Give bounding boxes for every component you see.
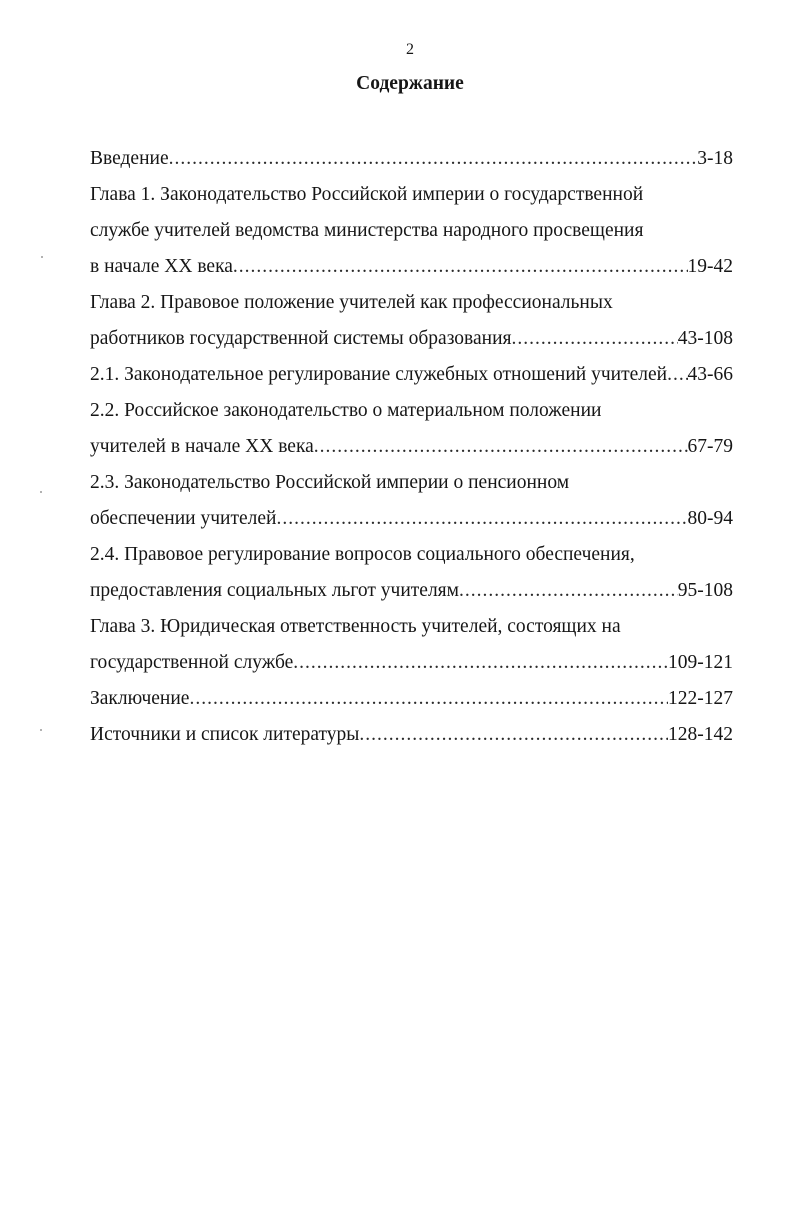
dot-leader (667, 357, 687, 393)
toc-entry-line (90, 717, 733, 753)
toc-entry-title: 2.4. Правовое регулирование вопросов социального обеспечения, (90, 544, 635, 565)
toc-entry-line (90, 681, 733, 717)
dot-leader (169, 141, 698, 177)
toc-title: Содержание (356, 73, 464, 94)
dot-leader (276, 501, 687, 537)
table-of-contents (90, 141, 733, 753)
toc-page-range: 19-42 (687, 256, 733, 277)
toc-entry-chapter-1 (90, 177, 733, 285)
scan-speck (41, 256, 43, 258)
dot-leader (314, 429, 688, 465)
toc-page-range: 43-108 (677, 328, 733, 349)
toc-page-range: 43-66 (687, 364, 733, 385)
toc-entry-title: работников государственной системы образования (90, 328, 512, 349)
toc-entry-line (90, 321, 733, 357)
toc-entry-title: службе учителей ведомства министерства народного просвещения (90, 220, 644, 241)
toc-entry-title: 2.1. Законодательное регулирование служебных отношений учителей (90, 364, 668, 385)
toc-entry-chapter-3 (90, 609, 733, 681)
toc-page-range: 80-94 (687, 508, 733, 529)
dot-leader (359, 717, 668, 753)
toc-entry-section-2-1 (90, 357, 733, 393)
toc-entry-title: 2.3. Законодательство Российской империи о пенсионном (90, 472, 570, 493)
toc-page-range: 128-142 (668, 724, 733, 745)
page-number: 2 (406, 41, 414, 58)
dot-leader (233, 249, 688, 285)
toc-entry-section-2-2 (90, 393, 733, 465)
toc-entry-line (90, 357, 733, 393)
toc-entry-line (90, 429, 733, 465)
toc-entry-line (90, 141, 733, 177)
toc-entry-title: учителей в начале XX века (90, 436, 314, 457)
toc-entry-title: Введение (90, 148, 169, 169)
dot-leader (459, 573, 678, 609)
toc-page-range: 67-79 (687, 436, 733, 457)
toc-entry-line (90, 573, 733, 609)
dot-leader (293, 645, 668, 681)
toc-entry-section-2-3 (90, 465, 733, 537)
toc-entry-title: обеспечении учителей (90, 508, 277, 529)
toc-entry-title: Источники и список литературы (90, 724, 360, 745)
toc-entry-title: государственной службе (90, 652, 294, 673)
toc-entry-title: Глава 1. Законодательство Российской империи о государственной (90, 184, 644, 205)
toc-entry-title: 2.2. Российское законодательство о материальном положении (90, 400, 602, 421)
toc-page-range: 109-121 (668, 652, 733, 673)
toc-entry-conclusion (90, 681, 733, 717)
toc-entry-title: Глава 3. Юридическая ответственность учителей, состоящих на (90, 616, 621, 637)
dot-leader (189, 681, 668, 717)
scan-speck (40, 729, 42, 731)
toc-page-range: 3-18 (697, 148, 733, 169)
toc-page-range: 95-108 (677, 580, 733, 601)
toc-entry-references (90, 717, 733, 753)
toc-entry-line (90, 249, 733, 285)
toc-entry-section-2-4 (90, 537, 733, 609)
dot-leader (511, 321, 677, 357)
toc-entry-title: в начале XX века (90, 256, 233, 277)
toc-entry-title: Заключение (90, 688, 190, 709)
toc-entry-line (90, 645, 733, 681)
scan-speck (40, 491, 42, 493)
toc-page-range: 122-127 (668, 688, 733, 709)
toc-entry-chapter-2 (90, 285, 733, 357)
toc-entry-introduction (90, 141, 733, 177)
toc-entry-line (90, 501, 733, 537)
toc-entry-title: Глава 2. Правовое положение учителей как профессиональных (90, 292, 613, 313)
toc-entry-title: предоставления социальных льгот учителям (90, 580, 459, 601)
